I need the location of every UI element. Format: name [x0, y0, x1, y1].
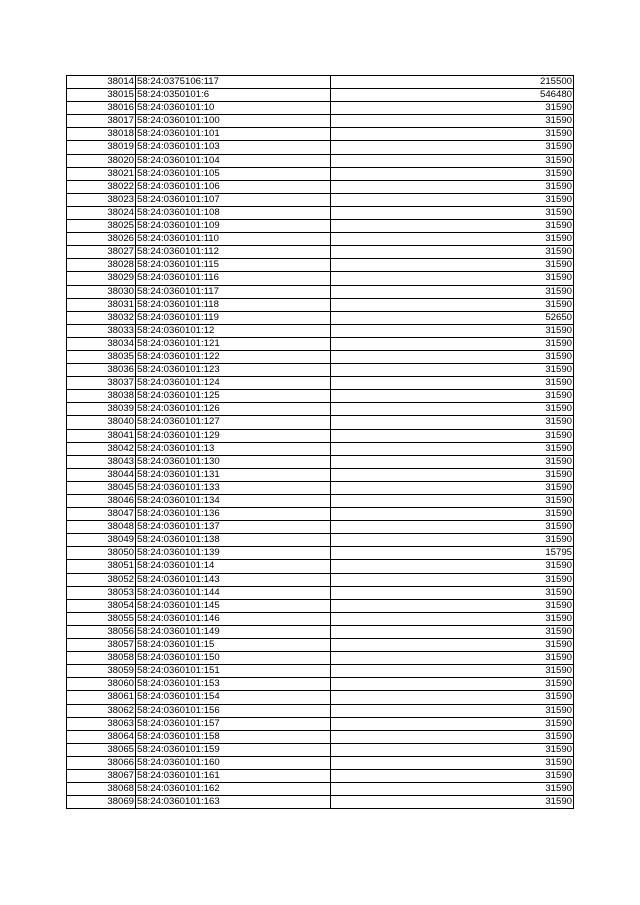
row-number-cell: 38034	[67, 337, 136, 350]
table-row	[67, 678, 574, 691]
cadastral-number-cell: 58:24:0360101:138	[136, 534, 331, 547]
value-cell: 31590	[331, 206, 574, 219]
cadastral-number-cell: 58:24:0360101:160	[136, 756, 331, 769]
row-number-cell: 38064	[67, 730, 136, 743]
cadastral-number-cell: 58:24:0360101:157	[136, 717, 331, 730]
row-number-cell: 38033	[67, 324, 136, 337]
cadastral-number-cell: 58:24:0360101:127	[136, 416, 331, 429]
cadastral-number-cell: 58:24:0375106:117	[136, 76, 331, 89]
value-cell: 31590	[331, 639, 574, 652]
value-cell: 31590	[331, 259, 574, 272]
row-number-cell: 38065	[67, 743, 136, 756]
value-cell: 31590	[331, 403, 574, 416]
row-number-cell: 38047	[67, 508, 136, 521]
table-row	[67, 429, 574, 442]
cadastral-number-cell: 58:24:0360101:153	[136, 678, 331, 691]
value-cell: 31590	[331, 180, 574, 193]
table-row	[67, 796, 574, 809]
cadastral-number-cell: 58:24:0360101:124	[136, 377, 331, 390]
table-row	[67, 364, 574, 377]
cadastral-number-cell: 58:24:0360101:118	[136, 298, 331, 311]
cadastral-number-cell: 58:24:0360101:15	[136, 639, 331, 652]
cadastral-number-cell: 58:24:0360101:121	[136, 337, 331, 350]
table-row	[67, 560, 574, 573]
value-cell: 31590	[331, 560, 574, 573]
cadastral-number-cell: 58:24:0360101:12	[136, 324, 331, 337]
value-cell: 31590	[331, 285, 574, 298]
row-number-cell: 38017	[67, 115, 136, 128]
table-body	[67, 76, 574, 809]
value-cell: 31590	[331, 521, 574, 534]
value-cell: 31590	[331, 377, 574, 390]
value-cell: 31590	[331, 141, 574, 154]
row-number-cell: 38067	[67, 769, 136, 782]
table-row	[67, 403, 574, 416]
value-cell: 31590	[331, 390, 574, 403]
row-number-cell: 38063	[67, 717, 136, 730]
value-cell: 31590	[331, 220, 574, 233]
table-row	[67, 534, 574, 547]
row-number-cell: 38023	[67, 193, 136, 206]
table-row	[67, 717, 574, 730]
cadastral-number-cell: 58:24:0360101:105	[136, 167, 331, 180]
row-number-cell: 38053	[67, 586, 136, 599]
row-number-cell: 38029	[67, 272, 136, 285]
cadastral-number-cell: 58:24:0360101:144	[136, 586, 331, 599]
table-row	[67, 495, 574, 508]
table-row	[67, 625, 574, 638]
value-cell: 31590	[331, 495, 574, 508]
cadastral-number-cell: 58:24:0360101:129	[136, 429, 331, 442]
table-row	[67, 377, 574, 390]
row-number-cell: 38015	[67, 89, 136, 102]
table-row	[67, 508, 574, 521]
value-cell: 31590	[331, 455, 574, 468]
row-number-cell: 38022	[67, 180, 136, 193]
value-cell: 215500	[331, 76, 574, 89]
table-row	[67, 154, 574, 167]
row-number-cell: 38037	[67, 377, 136, 390]
table-row	[67, 481, 574, 494]
table-row	[67, 769, 574, 782]
table-row	[67, 756, 574, 769]
value-cell: 31590	[331, 442, 574, 455]
table-row	[67, 324, 574, 337]
table-row	[67, 76, 574, 89]
cadastral-number-cell: 58:24:0350101:6	[136, 89, 331, 102]
table-row	[67, 730, 574, 743]
table-row	[67, 468, 574, 481]
table-row	[67, 743, 574, 756]
table-row	[67, 691, 574, 704]
table-row	[67, 141, 574, 154]
row-number-cell: 38027	[67, 246, 136, 259]
row-number-cell: 38025	[67, 220, 136, 233]
value-cell: 31590	[331, 337, 574, 350]
row-number-cell: 38036	[67, 364, 136, 377]
table-row	[67, 311, 574, 324]
cadastral-number-cell: 58:24:0360101:112	[136, 246, 331, 259]
table-row	[67, 285, 574, 298]
table-row	[67, 783, 574, 796]
table-row	[67, 206, 574, 219]
cadastral-number-cell: 58:24:0360101:134	[136, 495, 331, 508]
cadastral-number-cell: 58:24:0360101:161	[136, 769, 331, 782]
cadastral-number-cell: 58:24:0360101:13	[136, 442, 331, 455]
table-row	[67, 599, 574, 612]
row-number-cell: 38039	[67, 403, 136, 416]
row-number-cell: 38021	[67, 167, 136, 180]
value-cell: 31590	[331, 128, 574, 141]
row-number-cell: 38060	[67, 678, 136, 691]
cadastral-number-cell: 58:24:0360101:162	[136, 783, 331, 796]
table-row	[67, 193, 574, 206]
table-row	[67, 639, 574, 652]
table-row	[67, 416, 574, 429]
table-row	[67, 665, 574, 678]
cadastral-number-cell: 58:24:0360101:150	[136, 652, 331, 665]
cadastral-number-cell: 58:24:0360101:158	[136, 730, 331, 743]
value-cell: 31590	[331, 350, 574, 363]
value-cell: 546480	[331, 89, 574, 102]
cadastral-number-cell: 58:24:0360101:108	[136, 206, 331, 219]
row-number-cell: 38046	[67, 495, 136, 508]
table-row	[67, 89, 574, 102]
cadastral-number-cell: 58:24:0360101:107	[136, 193, 331, 206]
value-cell: 31590	[331, 534, 574, 547]
cadastral-number-cell: 58:24:0360101:103	[136, 141, 331, 154]
row-number-cell: 38026	[67, 233, 136, 246]
value-cell: 31590	[331, 154, 574, 167]
table-row	[67, 586, 574, 599]
cadastral-number-cell: 58:24:0360101:133	[136, 481, 331, 494]
row-number-cell: 38059	[67, 665, 136, 678]
table-row	[67, 259, 574, 272]
row-number-cell: 38061	[67, 691, 136, 704]
cadastral-number-cell: 58:24:0360101:117	[136, 285, 331, 298]
table-row	[67, 115, 574, 128]
cadastral-number-cell: 58:24:0360101:163	[136, 796, 331, 809]
cadastral-number-cell: 58:24:0360101:106	[136, 180, 331, 193]
value-cell: 31590	[331, 586, 574, 599]
row-number-cell: 38024	[67, 206, 136, 219]
value-cell: 52650	[331, 311, 574, 324]
table-row	[67, 704, 574, 717]
cadastral-number-cell: 58:24:0360101:100	[136, 115, 331, 128]
row-number-cell: 38041	[67, 429, 136, 442]
cadastral-number-cell: 58:24:0360101:149	[136, 625, 331, 638]
cadastral-number-cell: 58:24:0360101:131	[136, 468, 331, 481]
value-cell: 31590	[331, 416, 574, 429]
row-number-cell: 38050	[67, 547, 136, 560]
value-cell: 31590	[331, 364, 574, 377]
cadastral-number-cell: 58:24:0360101:145	[136, 599, 331, 612]
table-row	[67, 298, 574, 311]
cadastral-number-cell: 58:24:0360101:125	[136, 390, 331, 403]
row-number-cell: 38052	[67, 573, 136, 586]
table-row	[67, 337, 574, 350]
cadastral-number-cell: 58:24:0360101:143	[136, 573, 331, 586]
cadastral-number-cell: 58:24:0360101:139	[136, 547, 331, 560]
cadastral-number-cell: 58:24:0360101:136	[136, 508, 331, 521]
value-cell: 31590	[331, 652, 574, 665]
cadastral-number-cell: 58:24:0360101:119	[136, 311, 331, 324]
value-cell: 31590	[331, 691, 574, 704]
row-number-cell: 38057	[67, 639, 136, 652]
cadastral-number-cell: 58:24:0360101:154	[136, 691, 331, 704]
value-cell: 31590	[331, 481, 574, 494]
value-cell: 31590	[331, 468, 574, 481]
value-cell: 31590	[331, 783, 574, 796]
table-row	[67, 350, 574, 363]
row-number-cell: 38058	[67, 652, 136, 665]
value-cell: 15795	[331, 547, 574, 560]
table-row	[67, 652, 574, 665]
cadastral-number-cell: 58:24:0360101:101	[136, 128, 331, 141]
row-number-cell: 38020	[67, 154, 136, 167]
table-row	[67, 233, 574, 246]
data-table	[66, 75, 574, 809]
cadastral-number-cell: 58:24:0360101:151	[136, 665, 331, 678]
table-row	[67, 390, 574, 403]
value-cell: 31590	[331, 272, 574, 285]
table-row	[67, 128, 574, 141]
cadastral-number-cell: 58:24:0360101:146	[136, 612, 331, 625]
cadastral-number-cell: 58:24:0360101:156	[136, 704, 331, 717]
value-cell: 31590	[331, 756, 574, 769]
value-cell: 31590	[331, 246, 574, 259]
row-number-cell: 38045	[67, 481, 136, 494]
row-number-cell: 38055	[67, 612, 136, 625]
cadastral-number-cell: 58:24:0360101:126	[136, 403, 331, 416]
table-row	[67, 167, 574, 180]
value-cell: 31590	[331, 102, 574, 115]
table-row	[67, 246, 574, 259]
row-number-cell: 38031	[67, 298, 136, 311]
row-number-cell: 38018	[67, 128, 136, 141]
table-row	[67, 180, 574, 193]
row-number-cell: 38048	[67, 521, 136, 534]
cadastral-number-cell: 58:24:0360101:115	[136, 259, 331, 272]
value-cell: 31590	[331, 730, 574, 743]
row-number-cell: 38043	[67, 455, 136, 468]
row-number-cell: 38038	[67, 390, 136, 403]
row-number-cell: 38032	[67, 311, 136, 324]
row-number-cell: 38040	[67, 416, 136, 429]
value-cell: 31590	[331, 612, 574, 625]
cadastral-number-cell: 58:24:0360101:104	[136, 154, 331, 167]
table-row	[67, 547, 574, 560]
row-number-cell: 38035	[67, 350, 136, 363]
cadastral-number-cell: 58:24:0360101:10	[136, 102, 331, 115]
row-number-cell: 38069	[67, 796, 136, 809]
cadastral-number-cell: 58:24:0360101:137	[136, 521, 331, 534]
cadastral-number-cell: 58:24:0360101:116	[136, 272, 331, 285]
row-number-cell: 38014	[67, 76, 136, 89]
row-number-cell: 38019	[67, 141, 136, 154]
table-row	[67, 102, 574, 115]
row-number-cell: 38030	[67, 285, 136, 298]
table-row	[67, 612, 574, 625]
value-cell: 31590	[331, 665, 574, 678]
value-cell: 31590	[331, 743, 574, 756]
cadastral-number-cell: 58:24:0360101:14	[136, 560, 331, 573]
cadastral-number-cell: 58:24:0360101:122	[136, 350, 331, 363]
value-cell: 31590	[331, 573, 574, 586]
value-cell: 31590	[331, 508, 574, 521]
table-row	[67, 521, 574, 534]
row-number-cell: 38028	[67, 259, 136, 272]
row-number-cell: 38068	[67, 783, 136, 796]
value-cell: 31590	[331, 704, 574, 717]
value-cell: 31590	[331, 678, 574, 691]
row-number-cell: 38049	[67, 534, 136, 547]
value-cell: 31590	[331, 193, 574, 206]
value-cell: 31590	[331, 769, 574, 782]
row-number-cell: 38054	[67, 599, 136, 612]
value-cell: 31590	[331, 167, 574, 180]
value-cell: 31590	[331, 324, 574, 337]
table-row	[67, 455, 574, 468]
value-cell: 31590	[331, 298, 574, 311]
row-number-cell: 38056	[67, 625, 136, 638]
row-number-cell: 38044	[67, 468, 136, 481]
cadastral-number-cell: 58:24:0360101:159	[136, 743, 331, 756]
table-row	[67, 442, 574, 455]
value-cell: 31590	[331, 233, 574, 246]
cadastral-number-cell: 58:24:0360101:123	[136, 364, 331, 377]
table-row	[67, 272, 574, 285]
value-cell: 31590	[331, 429, 574, 442]
row-number-cell: 38042	[67, 442, 136, 455]
row-number-cell: 38066	[67, 756, 136, 769]
value-cell: 31590	[331, 625, 574, 638]
cadastral-number-cell: 58:24:0360101:130	[136, 455, 331, 468]
value-cell: 31590	[331, 717, 574, 730]
row-number-cell: 38051	[67, 560, 136, 573]
value-cell: 31590	[331, 796, 574, 809]
row-number-cell: 38016	[67, 102, 136, 115]
table-row	[67, 220, 574, 233]
cadastral-number-cell: 58:24:0360101:109	[136, 220, 331, 233]
row-number-cell: 38062	[67, 704, 136, 717]
value-cell: 31590	[331, 599, 574, 612]
table-row	[67, 573, 574, 586]
cadastral-number-cell: 58:24:0360101:110	[136, 233, 331, 246]
value-cell: 31590	[331, 115, 574, 128]
